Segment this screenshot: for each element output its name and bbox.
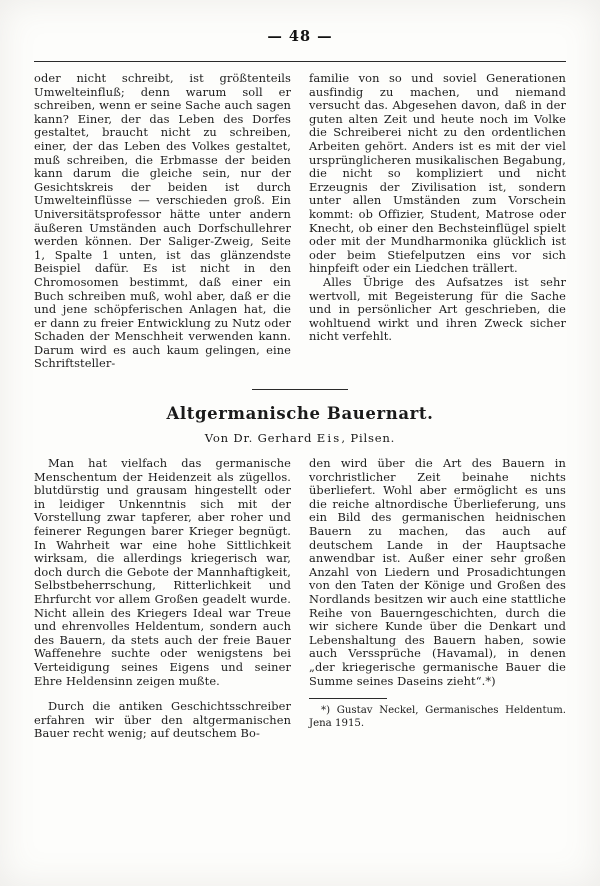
- article-title: Altgermanische Bauernart.: [166, 404, 434, 424]
- byline-author-name: Eis: [316, 431, 342, 446]
- byline-suffix: , Pilsen.: [341, 431, 396, 446]
- paragraph: den wird über die Art des Bauern in vorchristlicher Zeit beinahe nichts überliefert. Wohl aber ermöglicht es uns die reiche altnordische Überlieferung, uns ein Bild des germanischen heidnischen Bauern zu machen, das auch auf deutschem Lande in der Hauptsache anwendbar ist. Außer einer sehr großen Anzahl von Liedern und Prosadichtungen von den Taten der Könige und Großen des Nordlands besitzen wir auch eine stattliche Reihe von Bauerngeschichten, durch die wir sichere Kunde über die Denkart und Lebenshaltung des Bauern haben, sowie auch Verssprüche (Havamal), in denen „der kriegerische germanische Bauer die Summe seines Daseins zieht“.*): [309, 456, 566, 688]
- top-article-left-column: [34, 72, 291, 371]
- main-article-right-column: [309, 457, 566, 730]
- main-article-left-column: [34, 457, 291, 741]
- footnote-divider: [309, 698, 387, 699]
- paragraph: familie von so und soviel Generationen ausfindig zu machen, und niemand versucht das. Abgesehen davon, daß in der guten alten Zeit und heute noch im Volke die Schreiberei nicht zu den ordentlichen Arbeiten gehört. Anders ist es mit der viel ursprünglicheren musikalischen Begabung, die nicht so kompliziert und nicht Erzeugnis der Zivilisation ist, sondern unter allen Umständen zum Vorschein kommt: ob Offizier, Student, Matrose oder Knecht, ob einer den Bechsteinflügel spielt oder mit der Mundharmonika glücklich ist oder beim Stiefelputzen eins vor sich hinpfeift oder ein Liedchen trällert.: [309, 71, 566, 276]
- footnote: *) Gustav Neckel, Germanisches Heldentum. Jena 1915.: [309, 705, 566, 729]
- paragraph: Man hat vielfach das germanische Menschentum der Heidenzeit als zügellos. blutdürstig und grausam hingestellt oder in leidiger Unkenntnis sich mit der Vorstellung zwar tapferer, aber roher und feinerer Regungen barer Krieger begnügt. In Wahrheit war eine hohe Sittlichkeit wirksam, die allerdings kriegerisch war, doch durch die Gebote der Mannhaftigkeit, Selbstbeherrschung, Ritterlichkeit und Ehrfurcht vor allem Großen geadelt wurde. Nicht allein des Kriegers Ideal war Treue und ehrenvolles Heldentum, sondern auch des Bauern, da stets auch der freie Bauer Waffenehre suchte oder wenigstens bei Verteidigung seines Eigens und seiner Ehre Heldensinn zeigen mußte.: [34, 456, 291, 688]
- page-number: — 48 —: [267, 28, 333, 45]
- page-content: [0, 61, 600, 741]
- byline-prefix: Von Dr. Gerhard: [204, 431, 313, 446]
- top-article-right-column: [309, 72, 566, 344]
- article-byline: [34, 431, 566, 445]
- main-article-columns: [34, 457, 566, 741]
- section-divider: [252, 389, 348, 390]
- paragraph: Durch die antiken Geschichtsschreiber erfahren wir über den altgermanischen Bauer recht wenig; auf deutschem Bo-: [34, 699, 291, 741]
- paragraph: oder nicht schreibt, ist größtenteils Umwelteinfluß; denn warum soll er schreiben, wenn er seine Sache auch sagen kann? Einer, der das Leben des Dorfes gestaltet, braucht nicht zu schreiben, einer, der das Leben des Volkes gestaltet, muß schreiben, die Erbmasse der beiden kann darum die gleiche sein, nur der Gesichtskreis der beiden ist durch Umwelteinflüsse — verschieden groß. Ein Universitätsprofessor hätte unter andern äußeren Umständen auch Dorfschullehrer werden können. Der Saliger-Zweig, Seite 1, Spalte 1 unten, ist das glänzendste Beispiel dafür. Es ist nicht in den Chromosomen bestimmt, daß einer ein Buch schreiben muß, wohl aber, daß er die und jene schöpferischen Anlagen hat, die er dann zu freier Entwicklung zu Nutz oder Schaden der Menschheit verwenden kann. Darum wird es auch kaum gelingen, eine Schriftsteller-: [34, 71, 291, 371]
- top-divider: [34, 61, 566, 62]
- top-article-columns: [34, 72, 566, 371]
- paragraph: Alles Übrige des Aufsatzes ist sehr wertvoll, mit Begeisterung für die Sache und in persönlicher Art geschrieben, die wohltuend wirkt und ihren Zweck sicher nicht verfehlt.: [309, 274, 566, 344]
